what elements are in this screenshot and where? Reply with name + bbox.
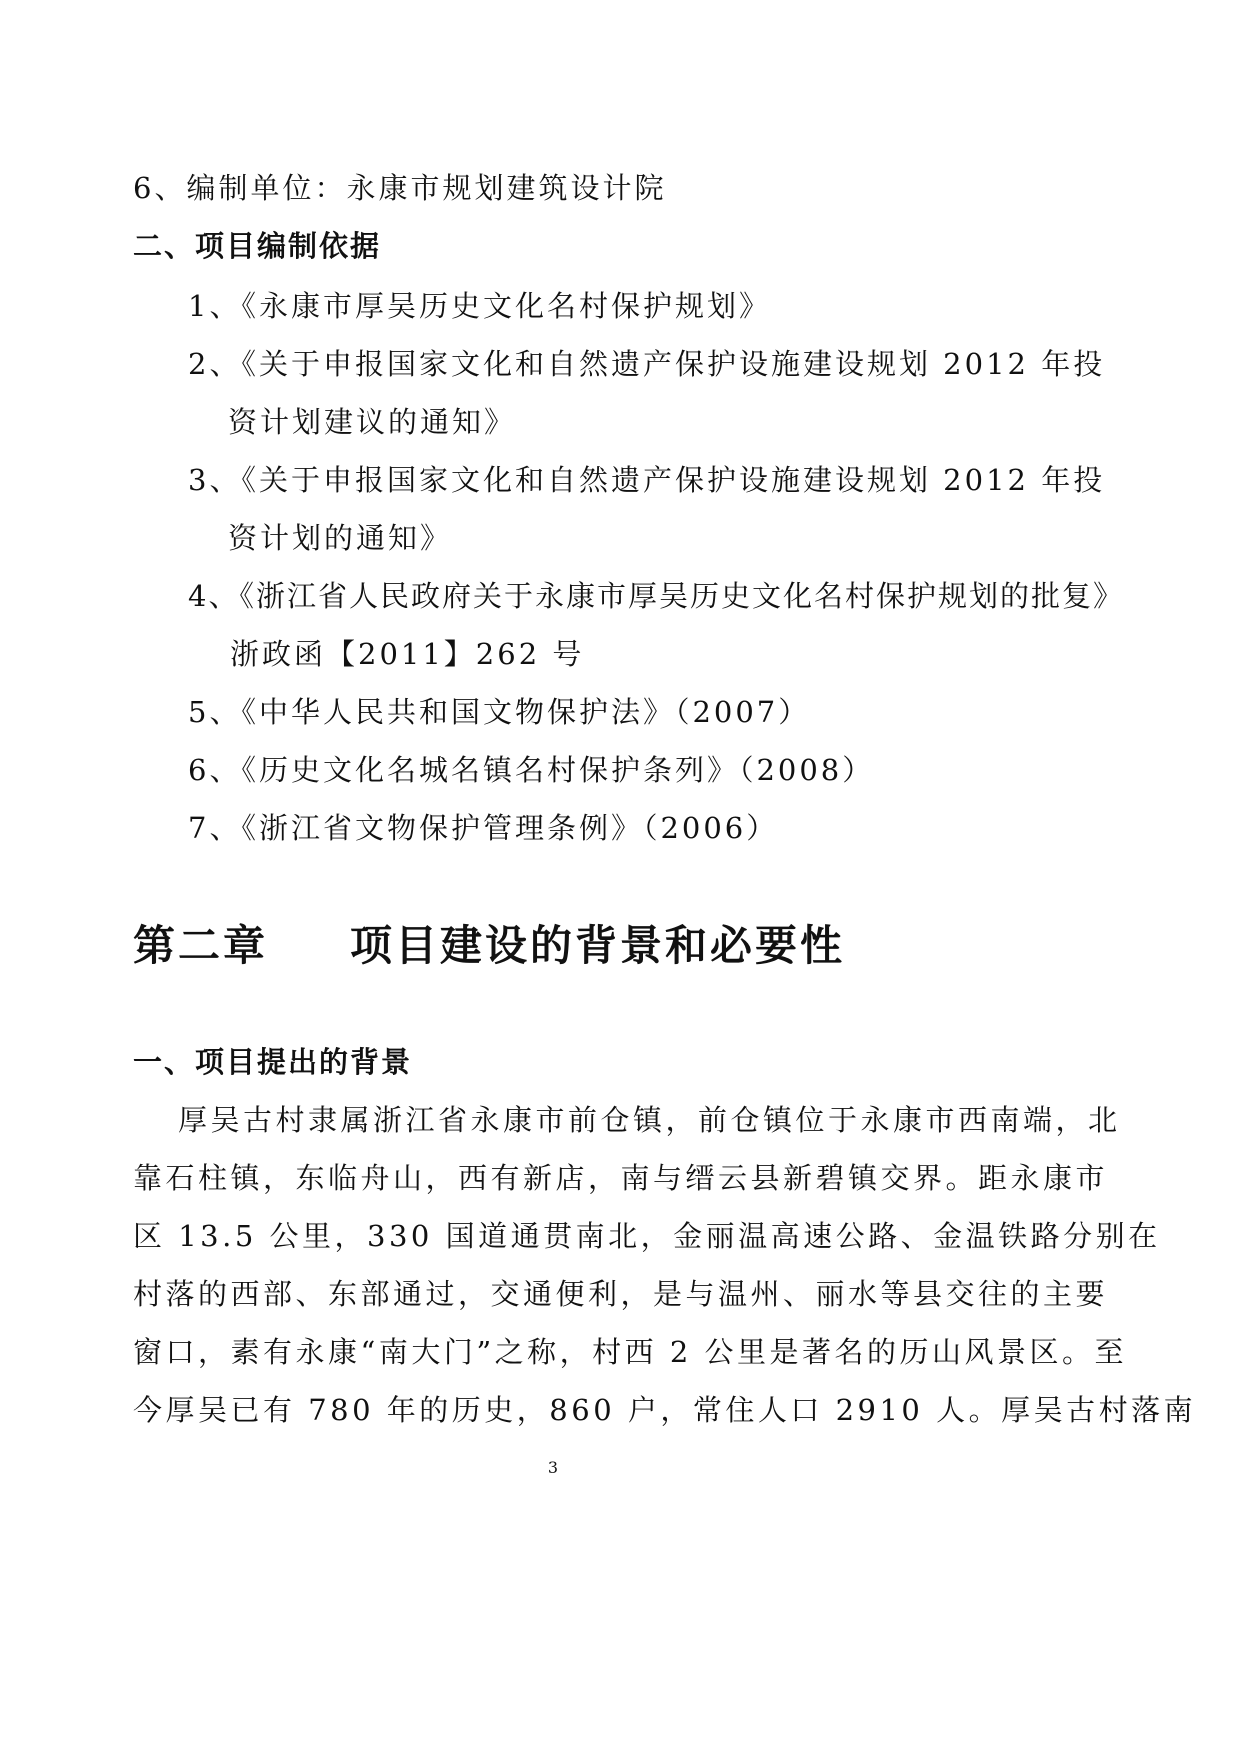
basis-item-6: 6、《历史文化名城名镇名村保护条列》（2008） (188, 753, 875, 787)
page-number: 3 (547, 1458, 559, 1477)
basis-item-2-cont: 资计划建议的通知》 (228, 405, 517, 439)
basis-item-3-cont: 资计划的通知》 (228, 521, 453, 555)
basis-item-4-cont: 浙政函【2011】262 号 (230, 637, 585, 671)
basis-item-1: 1、《永康市厚吴历史文化名村保护规划》 (188, 289, 771, 323)
section-heading-basis: 二、项目编制依据 (133, 229, 382, 263)
basis-item-3: 3、《关于申报国家文化和自然遗产保护设施建设规划 2012 年投 (188, 463, 1106, 497)
chapter-title: 项目建设的背景和必要性 (350, 921, 846, 970)
section-heading-background: 一、项目提出的背景 (133, 1045, 413, 1079)
compiler-unit-line: 6、编制单位：永康市规划建筑设计院 (133, 171, 667, 205)
body-line-4: 村落的西部、东部通过，交通便利，是与温州、丽水等县交往的主要 (133, 1277, 1109, 1311)
body-line-3: 区 13.5 公里，330 国道通贯南北，金丽温高速公路、金温铁路分别在 (133, 1219, 1161, 1253)
basis-item-2: 2、《关于申报国家文化和自然遗产保护设施建设规划 2012 年投 (188, 347, 1106, 381)
chapter-number: 第二章 (133, 921, 269, 970)
body-line-6: 今厚吴已有 780 年的历史，860 户，常住人口 2910 人。厚吴古村落南 (133, 1393, 1197, 1427)
body-line-2: 靠石柱镇，东临舟山，西有新店，南与缙云县新碧镇交界。距永康市 (133, 1161, 1109, 1195)
basis-item-7: 7、《浙江省文物保护管理条例》（2006） (188, 811, 779, 845)
basis-item-4: 4、《浙江省人民政府关于永康市厚吴历史文化名村保护规划的批复》 (188, 579, 1124, 613)
basis-item-5: 5、《中华人民共和国文物保护法》（2007） (188, 695, 811, 729)
body-line-1: 厚吴古村隶属浙江省永康市前仓镇，前仓镇位于永康市西南端，北 (178, 1103, 1121, 1137)
body-line-5: 窗口，素有永康“南大门”之称，村西 2 公里是著名的历山风景区。至 (133, 1335, 1128, 1369)
